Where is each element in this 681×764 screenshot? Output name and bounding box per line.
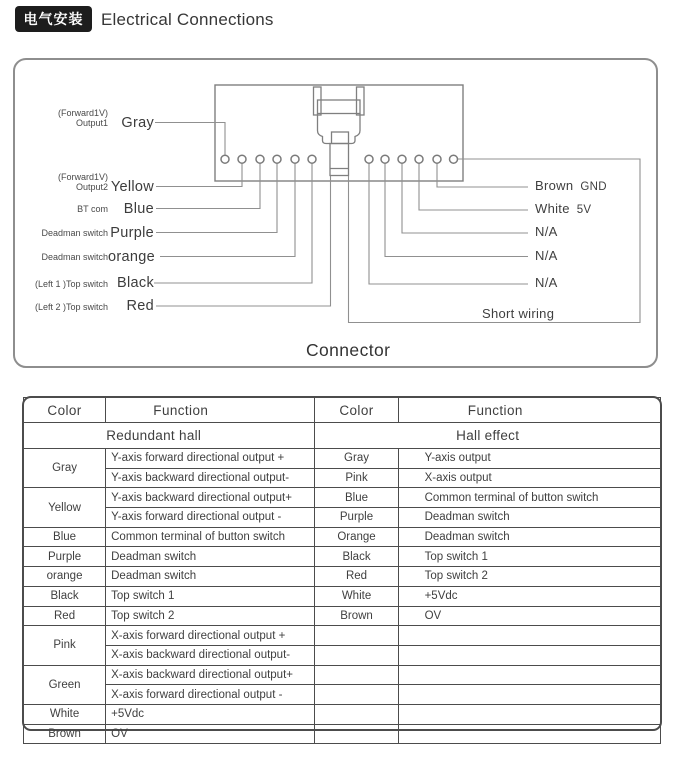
color-cell [315, 665, 398, 685]
color-cell [315, 685, 398, 705]
function-cell [398, 685, 660, 705]
left-wire-label [58, 108, 154, 131]
function-cell: Top switch 1 [106, 586, 315, 606]
function-cell [398, 645, 660, 665]
table-header-row [24, 398, 661, 423]
connector-caption: Connector [306, 340, 391, 360]
function-cell: Top switch 2 [398, 567, 660, 587]
left-wire-label [77, 202, 154, 217]
table-row [24, 468, 661, 488]
wire-color-name: Purple [110, 224, 154, 241]
table-row [24, 586, 661, 606]
color-cell: Red [315, 567, 398, 587]
table-row [24, 724, 661, 744]
wire-color-name: Red [126, 298, 154, 314]
left-wire-label [41, 250, 154, 265]
column-header: Color [24, 398, 106, 423]
function-cell [398, 665, 660, 685]
color-cell [315, 704, 398, 724]
function-cell: X-axis output [398, 468, 660, 488]
right-wire-label [535, 201, 591, 216]
color-cell: Green [24, 665, 106, 704]
table-row [24, 685, 661, 705]
wire-color-name: Brown [535, 178, 574, 193]
wire-label-desc-line1: (Forward1V) [57, 171, 108, 182]
wire-label-desc-line2: (Left 1 )Top switch [34, 278, 108, 289]
table-row [24, 508, 661, 528]
section-badge [15, 6, 92, 32]
connections-table [23, 397, 661, 744]
color-cell [315, 724, 398, 744]
color-cell: Gray [315, 449, 398, 469]
color-cell: Yellow [24, 488, 106, 527]
function-cell: Common terminal of button switch [106, 527, 315, 547]
wire-color-name: Gray [121, 114, 154, 131]
table-row [24, 449, 661, 469]
wire-color-name: Yellow [110, 178, 154, 195]
short-wiring-label: Short wiring [482, 306, 555, 321]
wire-label-desc [35, 302, 108, 315]
wire-label-desc [41, 228, 108, 241]
wire-label-suffix: 5V [576, 204, 592, 216]
function-cell: OV [398, 606, 660, 626]
color-cell: Black [315, 547, 398, 567]
function-cell: Top switch 1 [398, 547, 660, 567]
table-row [24, 665, 661, 685]
function-cell: X-axis forward directional output - [106, 685, 315, 705]
color-cell: White [24, 704, 106, 724]
color-cell: Red [24, 606, 106, 626]
wire-label-desc [58, 108, 108, 131]
function-cell: Y-axis forward directional output - [106, 508, 315, 528]
left-wire-label [35, 276, 154, 291]
function-cell: Top switch 2 [106, 606, 315, 626]
wire-color-name: White [535, 201, 570, 216]
section-badge-text: 电气安装 [23, 11, 84, 27]
group-header-cell: Redundant hall [24, 423, 315, 449]
right-wire-label [535, 248, 558, 263]
table-row [24, 567, 661, 587]
color-cell: Gray [24, 449, 106, 488]
table-row [24, 606, 661, 626]
color-cell [315, 626, 398, 646]
function-cell [398, 704, 660, 724]
function-cell: Deadman switch [106, 567, 315, 587]
left-wire-label [58, 172, 154, 195]
function-cell: X-axis backward directional output- [106, 645, 315, 665]
connections-table-wrapper [22, 396, 662, 740]
wire-color-name: orange [108, 248, 155, 265]
wire-label-desc [58, 172, 108, 195]
color-cell: orange [24, 567, 106, 587]
wire-color-name: Blue [123, 200, 154, 217]
right-wire-label [535, 224, 558, 239]
table-row [24, 488, 661, 508]
wire-color-name: N/A [535, 275, 558, 290]
color-cell: Brown [24, 724, 106, 744]
wire-label-desc [35, 279, 108, 292]
color-cell: Pink [24, 626, 106, 665]
function-cell: Y-axis output [398, 449, 660, 469]
function-cell: Y-axis backward directional output+ [106, 488, 315, 508]
group-header-cell: Hall effect [315, 423, 661, 449]
color-cell: Pink [315, 468, 398, 488]
function-cell: Deadman switch [398, 508, 660, 528]
wire-label-desc-line2: Output1 [75, 118, 108, 128]
column-header: Function [398, 398, 660, 423]
function-cell: +5Vdc [398, 586, 660, 606]
table-row [24, 704, 661, 724]
color-cell: White [315, 586, 398, 606]
wire-color-name: Black [117, 275, 154, 291]
column-header: Color [315, 398, 398, 423]
table-row [24, 547, 661, 567]
color-cell: Black [24, 586, 106, 606]
function-cell: X-axis forward directional output + [106, 626, 315, 646]
wire-label-desc-line2: Output2 [75, 182, 108, 192]
wire-label-desc-line2: Deadman switch [41, 228, 108, 238]
table-row [24, 527, 661, 547]
function-cell: Common terminal of button switch [398, 488, 660, 508]
color-cell: Purple [315, 508, 398, 528]
wire-label-desc [77, 204, 108, 217]
color-cell: Purple [24, 547, 106, 567]
function-cell: Y-axis backward directional output- [106, 468, 315, 488]
function-cell [398, 724, 660, 744]
group-header-row [24, 423, 661, 449]
column-header: Function [106, 398, 315, 423]
wire-color-name: N/A [535, 224, 558, 239]
wire-label-desc-line2: Deadman switch [41, 252, 108, 262]
function-cell: +5Vdc [106, 704, 315, 724]
color-cell: Brown [315, 606, 398, 626]
wire-color-name: N/A [535, 247, 558, 263]
left-wire-label [35, 299, 154, 314]
function-cell: Y-axis forward directional output + [106, 449, 315, 469]
wire-label-desc-line2: BT com [77, 204, 108, 214]
function-cell: X-axis backward directional output+ [106, 665, 315, 685]
wire-label-desc [41, 252, 108, 265]
color-cell: Orange [315, 527, 398, 547]
table-row [24, 645, 661, 665]
right-wire-label [535, 275, 558, 290]
color-cell: Blue [24, 527, 106, 547]
function-cell: Deadman switch [106, 547, 315, 567]
wire-label-desc-line1: (Forward1V) [57, 107, 108, 118]
left-wire-label [41, 226, 154, 241]
table-row [24, 626, 661, 646]
right-wire-label [535, 178, 607, 193]
function-cell [398, 626, 660, 646]
wire-label-desc-line2: (Left 2 )Top switch [34, 301, 108, 312]
function-cell: OV [106, 724, 315, 744]
color-cell: Blue [315, 488, 398, 508]
page-title: Electrical Connections [101, 10, 274, 29]
wire-label-suffix: GND [580, 181, 607, 193]
function-cell: Deadman switch [398, 527, 660, 547]
color-cell [315, 645, 398, 665]
